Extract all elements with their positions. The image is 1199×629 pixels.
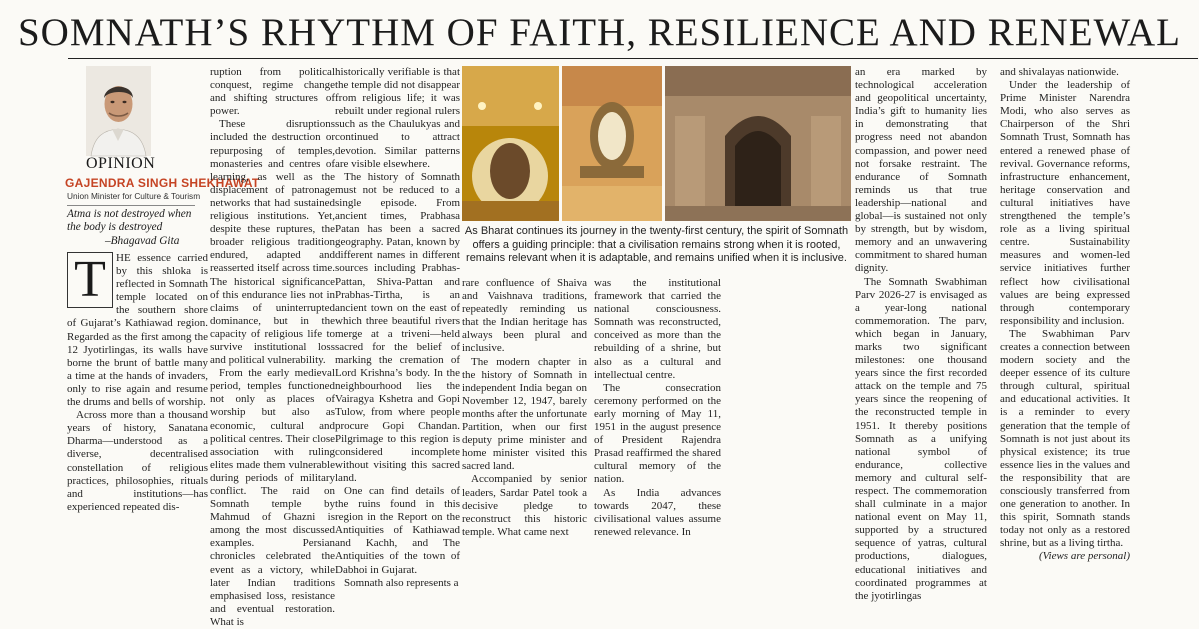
paragraph: Somnath also represents a — [344, 576, 459, 589]
section-label: OPINION — [86, 155, 156, 172]
paragraph: These disruptions included the destruction or repurposing of temples, monasteries and centres of learning, as well as the displacement of patronage networks that had sustained religious institutions. Yet, despite these ruptures, the broader religious tradition endured, adapted and reasserted itself across time. The historical significance of this endurance lies not in claims of uninterrupted dominance, but in the capacity of religious life to survive institutional loss and political vulnerability. — [210, 118, 335, 367]
paragraph: The modern chapter in the history of Somnath in independent India began on November 12, 1947, barely months after the unfortunate Partition, when our first deputy prime minister and home minister visited this sacred land. — [462, 355, 587, 473]
column-1-flow — [67, 252, 208, 514]
paragraph: The Somnath Swabhiman Parv 2026-27 is envisaged as a year-long national commemoration. The parv, which began in January, marks two significant milestones: one thousand years since the first recorded attack on the temple and 75 years since the reopening of the reconstructed temple in 1951. It thereby positions Somnath as a unifying national symbol of endurance, collective memory and cultural self-respect. The commemoration shall culminate in a major national event on May 11, supported by a structured sequence of yatras, cultural productions, dialogues, educational initiatives and coordinated programmes at the jyotirlingas — [855, 275, 987, 602]
author-name: GAJENDRA SINGH SHEKHAWAT — [65, 176, 260, 190]
column-5 — [594, 277, 721, 538]
paragraph: historically verifiable is that the temple did not disappear from religious life; it was rebuilt under regional rulers such as the Chaulukyas and continued to attract devotion. Similar patterns are visible elsewhere. — [335, 66, 460, 170]
shrine-photo — [462, 66, 559, 221]
paragraph: Across more than a thousand years of history, Sanatana Dharma—understood as a diverse, decentralised constellation of religious practices, philosophies, rituals and institutions—has experienced repeated dis- — [67, 409, 208, 513]
column-7 — [1000, 66, 1130, 563]
paragraph: rare confluence of Shaiva and Vaishnava traditions, repeatedly reminding us that the Indian heritage has always been plural and inclusive. — [462, 277, 587, 355]
column-2 — [210, 66, 335, 628]
drop-cap: T — [67, 252, 113, 308]
paragraph: The consecration ceremony performed on the early morning of May 11, 1951 in the august presence of President Rajendra Prasad reaffirmed the shared cultural memory of the nation. — [594, 381, 721, 486]
epigraph-source: –Bhagavad Gita — [105, 235, 180, 247]
author-photo — [86, 66, 151, 156]
paragraph: The Swabhiman Parv creates a connection between modern society and the deeper essence of its culture through cultural, spiritual and educational activities. It is a reminder to every generation that the temple of Somnath is not just about its physical existence; its true essence lies in the values and the responsibility that are consciously transferred from one generation to another. In this spirit, Somnath stands today not only as a restored shrine, but as a living tirtha. — [1000, 327, 1130, 550]
column-3 — [335, 66, 460, 589]
paragraph: As India advances towards 2047, these civilisational values assume renewed relevance. In — [594, 486, 721, 538]
author-role: Union Minister for Culture & Tourism — [67, 191, 201, 201]
paragraph: The history of Somnath must not be reduced to a single episode. From ancient times, Prabhasa Patan has been a sacred geography. Patan, known by different names in different sources including Prabhas-Pattan, Shiva-Pattan and Prabhas-Tirtha, is an ancient town on the east of which three beautiful rivers merge at a triveni—held sacred for the belief of marking the cremation of Lord Krishna’s body. In the neighbourhood lies the Vairagya Kshetra and Gopi Tulow, from where people procure Gopi Chandan. Pilgrimage to this region is considered incomplete without visiting this sacred land. — [335, 170, 460, 484]
photo-caption-box — [462, 221, 851, 273]
temple-photos — [462, 66, 851, 221]
byline-divider — [67, 205, 195, 206]
paragraph: ruption from political conquest, regime change and shifting structures of power. — [210, 66, 335, 118]
column-6 — [855, 66, 987, 602]
paragraph: One can find details of the ruins found in this region in the Report on the Antiquities of Kathiawad and Kachh, and The Antiquities of the town of Dabhoi in Gujarat. — [335, 485, 460, 576]
page-title: SOMNATH’S RHYTHM OF FAITH, RESILIENCE AND RENEWAL — [17, 11, 1182, 54]
linga-photo — [562, 66, 662, 221]
epigraph: Atma is not destroyed when the body is destroyed — [67, 208, 192, 233]
ruins-photo — [665, 66, 851, 221]
closing-note: (Views are personal) — [1038, 550, 1130, 563]
paragraph: an era marked by technological acceleration and geopolitical uncertainty, India’s gift to humanity lies in demonstrating that progress need not abandon compassion, and power need not forsake restraint. The endurance of Somnath reminds us that true leadership—national and global—is sustained not only by strength, but by wisdom, memory and an unwavering commitment to shared human dignity. — [855, 66, 987, 275]
paragraph: From the early medieval period, temples functioned not only as places of worship but also as economic, cultural and political centres. Their close association with ruling elites made them vulnerable during periods of military conflict. The raid on Somnath temple by Mahmud of Ghazni is among the most discussed examples. Persian chronicles celebrated the event as a victory, while later Indian traditions emphasised loss, resistance and eventual restoration. What is — [210, 367, 335, 628]
column-1b — [67, 252, 208, 513]
column-4 — [462, 277, 587, 538]
headline-rule — [68, 58, 1198, 59]
paragraph: and shivalayas nationwide. — [1000, 66, 1119, 78]
paragraph: was the institutional framework that carried the national consciousness. Somnath was reconstructed, conceived as more than the rebuilding of a shrine, but also as a cultural and intellectual centre. — [594, 277, 721, 381]
photo-caption: As Bharat continues its journey in the twenty-first century, the spirit of Somnath offers a guiding principle: that a civilisation remains strong when it is rooted, remains relevant when it is adaptable, and remains unified when it is inclusive. — [464, 225, 849, 264]
paragraph: HE essence carried by this shloka is reflected in Somnath temple located on the southern shore of Gujarat’s Kathiawad region. Regarded as the first among the 12 Jyotirlingas, its walls have borne the brunt of battle many a time at the hands of invaders, only to rise again and resume the drums and bells of worship. — [67, 252, 208, 409]
paragraph: Under the leadership of Prime Minister Narendra Modi, who also serves as Chairperson of the Shri Somnath Trust, Somnath has entered a renewed phase of revival. Governance reforms, infrastructure enhancement, heritage conservation and cultural initiatives have strengthened the temple’s role as a living spiritual centre. Sustainability measures and women-led service initiatives further reflect how civilisational values are being expressed through contemporary responsibility and inclusion. — [1000, 79, 1130, 327]
paragraph: Accompanied by senior leaders, Sardar Patel took a decisive pledge to reconstruct this historic temple. What came next — [462, 473, 587, 538]
